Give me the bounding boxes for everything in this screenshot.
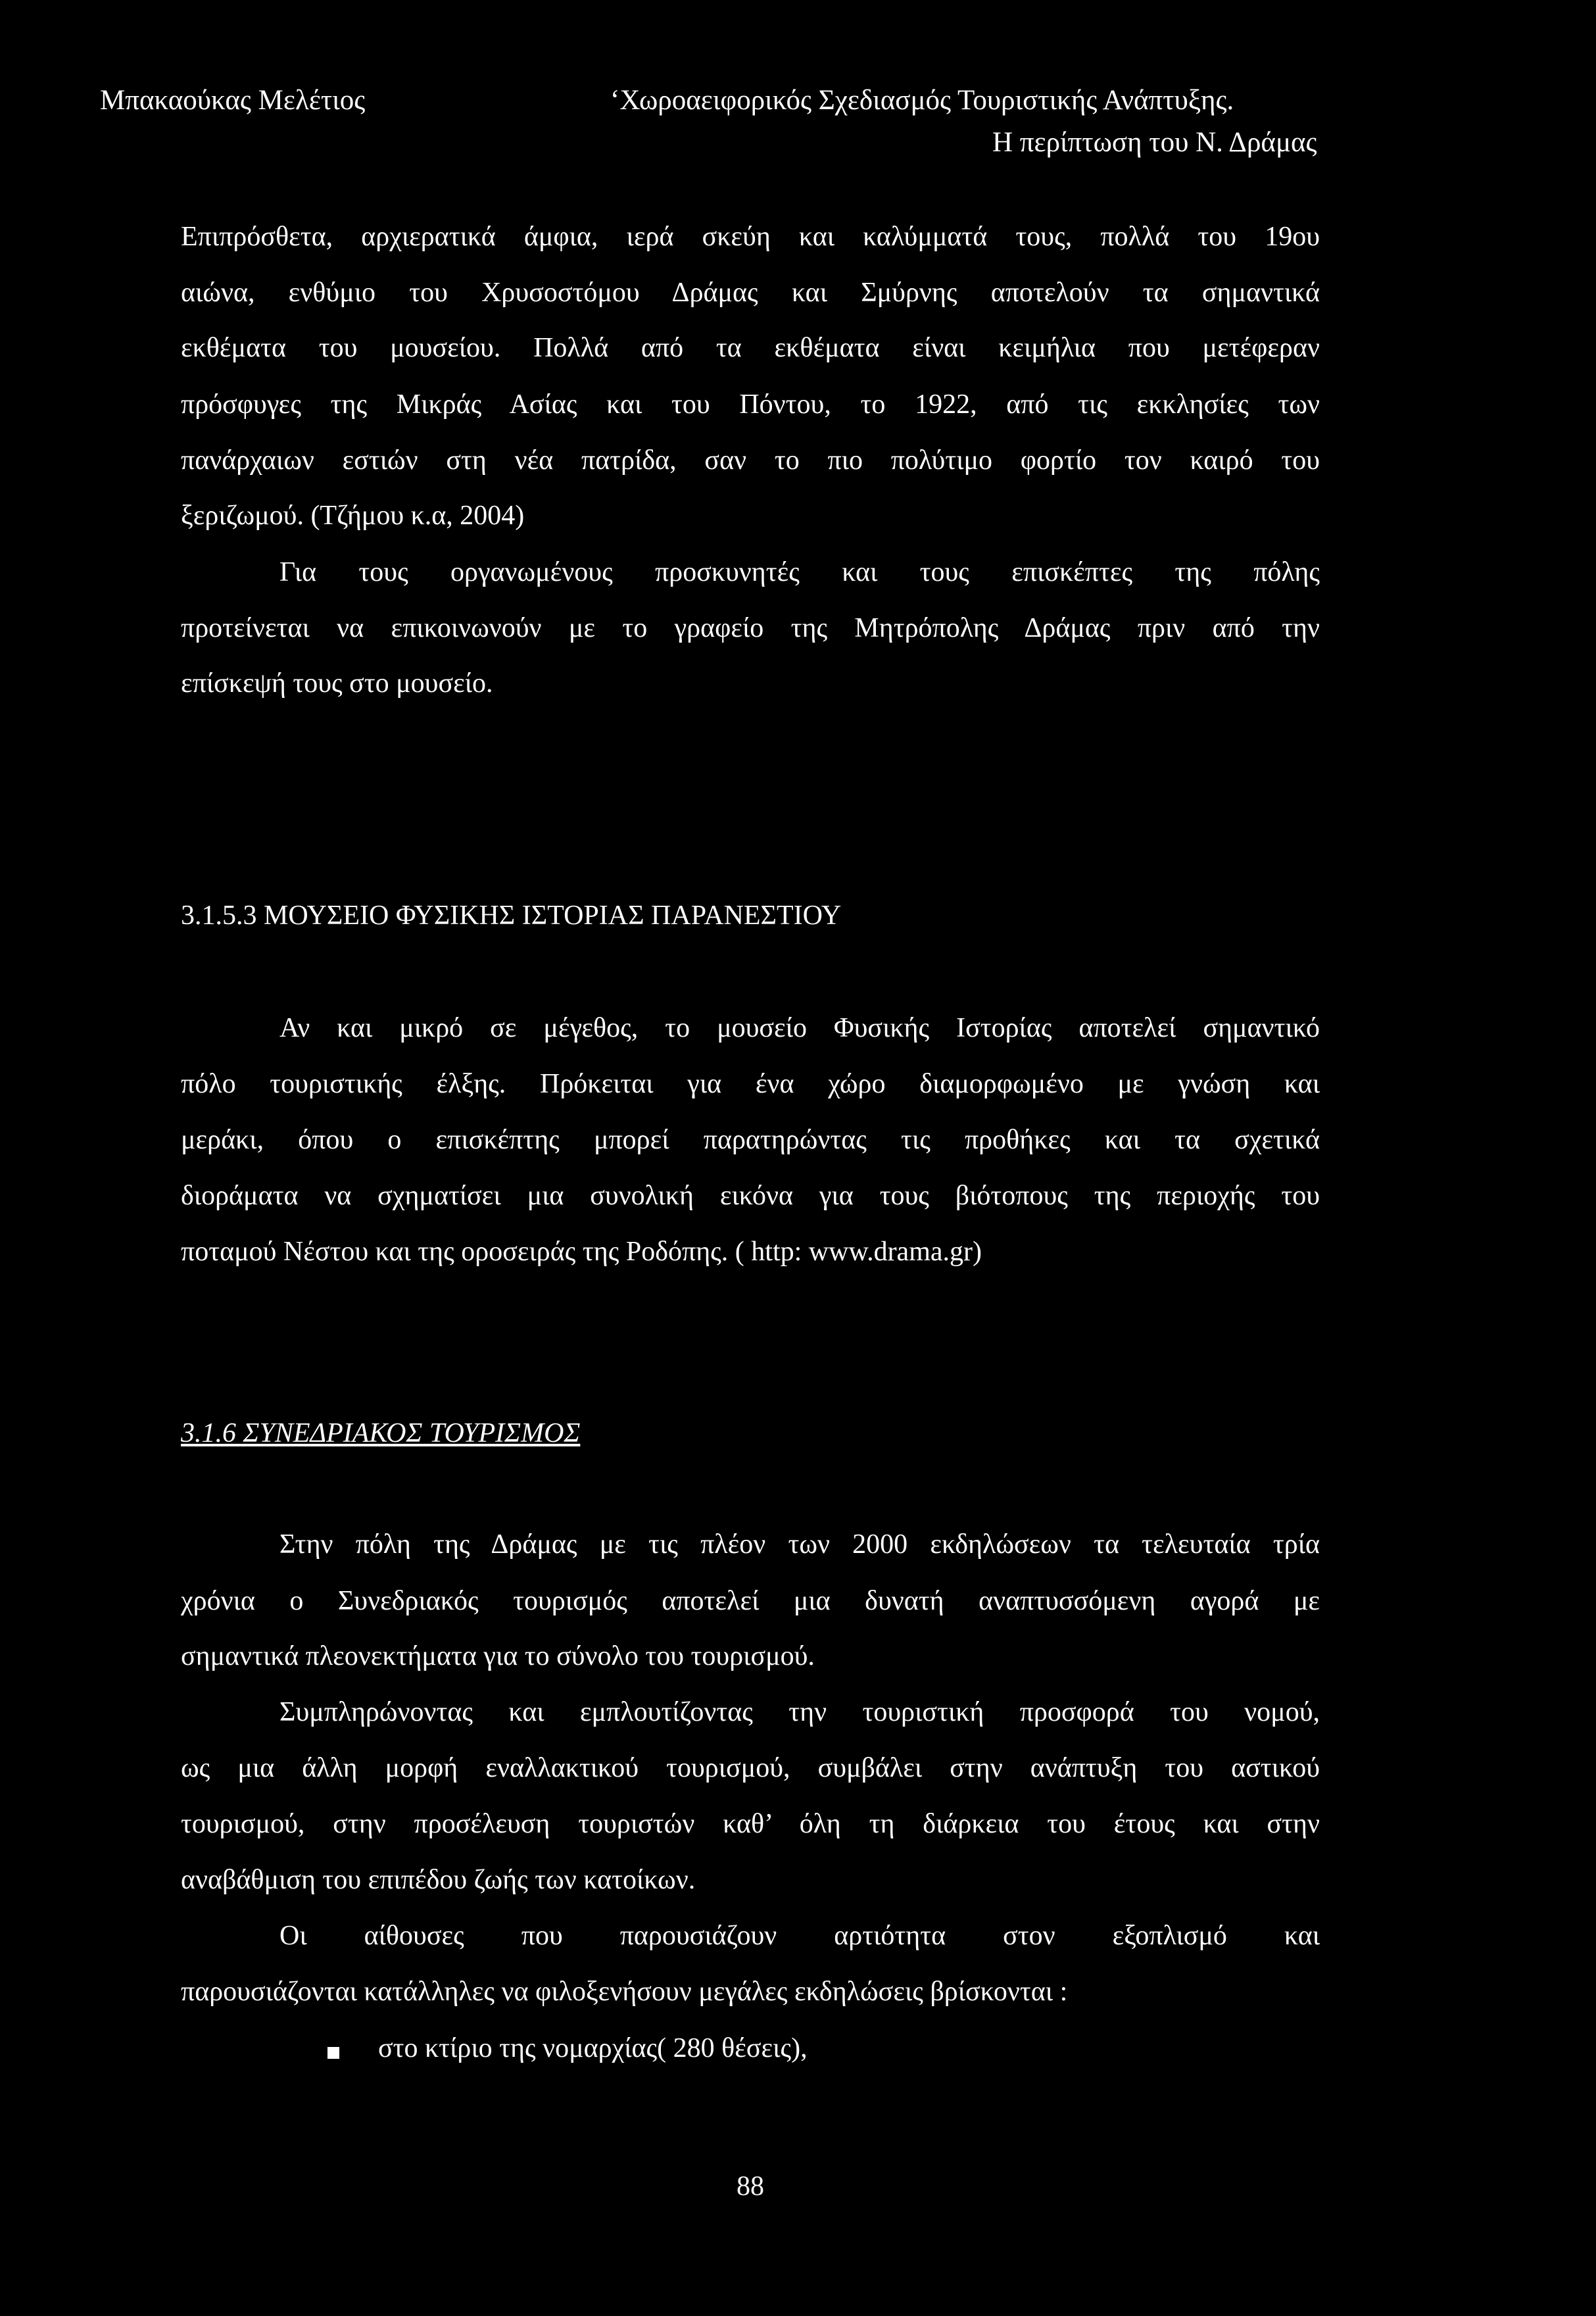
paragraph-line: χρόνια ο Συνεδριακός τουρισμός αποτελεί μια δυνατή αναπτυσσόμενη αγορά με [181, 1586, 1320, 1616]
section-heading: 3.1.5.3 ΜΟΥΣΕΙΟ ΦΥΣΙΚΗΣ ΙΣΤΟΡΙΑΣ ΠΑΡΑΝΕΣΤΙΟΥ [181, 900, 842, 931]
paragraph-line: ως μια άλλη μορφή εναλλακτικού τουρισμού, συμβάλει στην ανάπτυξη του αστικού [181, 1753, 1320, 1783]
section-heading: 3.1.6 ΣΥΝΕΔΡΙΑΚΟΣ ΤΟΥΡΙΣΜΟΣ [181, 1418, 581, 1448]
header-title-line1: ‘Χωροαειφορικός Σχεδιασμός Τουριστικής Ανάπτυξης. [610, 85, 1234, 116]
page-number: 88 [737, 2171, 764, 2202]
paragraph-line: Οι αίθουσες που παρουσιάζουν αρτιότητα στον εξοπλισμό και [279, 1921, 1320, 1951]
paragraph-line: πρόσφυγες της Μικράς Ασίας και του Πόντου, το 1922, από τις εκκλησίες των [181, 389, 1320, 420]
paragraph-line: πόλο τουριστικής έλξης. Πρόκειται για ένα χώρο διαμορφωμένο με γνώση και [181, 1069, 1320, 1099]
paragraph-line: σημαντικά πλεονεκτήματα για το σύνολο του τουρισμού. [181, 1641, 815, 1671]
paragraph-line: αναβάθμιση του επιπέδου ζωής των κατοίκων. [181, 1865, 696, 1895]
paragraph-line: παρουσιάζονται κατάλληλες να φιλοξενήσουν μεγάλες εκδηλώσεις βρίσκονται : [181, 1977, 1068, 2007]
paragraph-line: εκθέματα του μουσείου. Πολλά από τα εκθέματα είναι κειμήλια που μετέφεραν [181, 333, 1320, 363]
bullet-item: στο κτίριο της νομαρχίας( 280 θέσεις), [378, 2033, 808, 2063]
paragraph-line: Συμπληρώνοντας και εμπλουτίζοντας την τουριστική προσφορά του νομού, [279, 1697, 1320, 1727]
paragraph-line: ξεριζωμού. (Τζήμου κ.α, 2004) [181, 501, 525, 531]
paragraph-line: πανάρχαιων εστιών στη νέα πατρίδα, σαν το πιο πολύτιμο φορτίο τον καιρό του [181, 445, 1320, 476]
bullet-square-icon [327, 2047, 339, 2059]
paragraph-line: διοράματα να σχηματίσει μια συνολική εικόνα για τους βιότοπους της περιοχής του [181, 1181, 1320, 1211]
paragraph-line: Για τους οργανωμένους προσκυνητές και τους επισκέπτες της πόλης [279, 557, 1320, 587]
paragraph-line: προτείνεται να επικοινωνούν με το γραφείο της Μητρόπολης Δράμας πριν από την [181, 613, 1320, 643]
paragraph-line: επίσκεψή τους στο μουσείο. [181, 668, 493, 699]
header-title-line2: Η περίπτωση του Ν. Δράμας [992, 127, 1317, 158]
paragraph-line: ποταμού Νέστου και της οροσειράς της Ροδόπης. ( http: www.drama.gr) [181, 1237, 982, 1267]
paragraph-line: Επιπρόσθετα, αρχιερατικά άμφια, ιερά σκεύη και καλύμματά τους, πολλά του 19ου [181, 222, 1320, 252]
paragraph-line: Αν και μικρό σε μέγεθος, το μουσείο Φυσικής Ιστορίας αποτελεί σημαντικό [279, 1013, 1320, 1043]
paragraph-line: αιώνα, ενθύμιο του Χρυσοστόμου Δράμας και Σμύρνης αποτελούν τα σημαντικά [181, 278, 1320, 308]
paragraph-line: Στην πόλη της Δράμας με τις πλέον των 2000 εκδηλώσεων τα τελευταία τρία [279, 1529, 1320, 1560]
paragraph-line: τουρισμού, στην προσέλευση τουριστών καθ’ όλη τη διάρκεια του έτους και στην [181, 1809, 1320, 1839]
paragraph-line: μεράκι, όπου ο επισκέπτης μπορεί παρατηρώντας τις προθήκες και τα σχετικά [181, 1125, 1320, 1155]
header-author: Μπακαούκας Μελέτιος [100, 85, 366, 116]
